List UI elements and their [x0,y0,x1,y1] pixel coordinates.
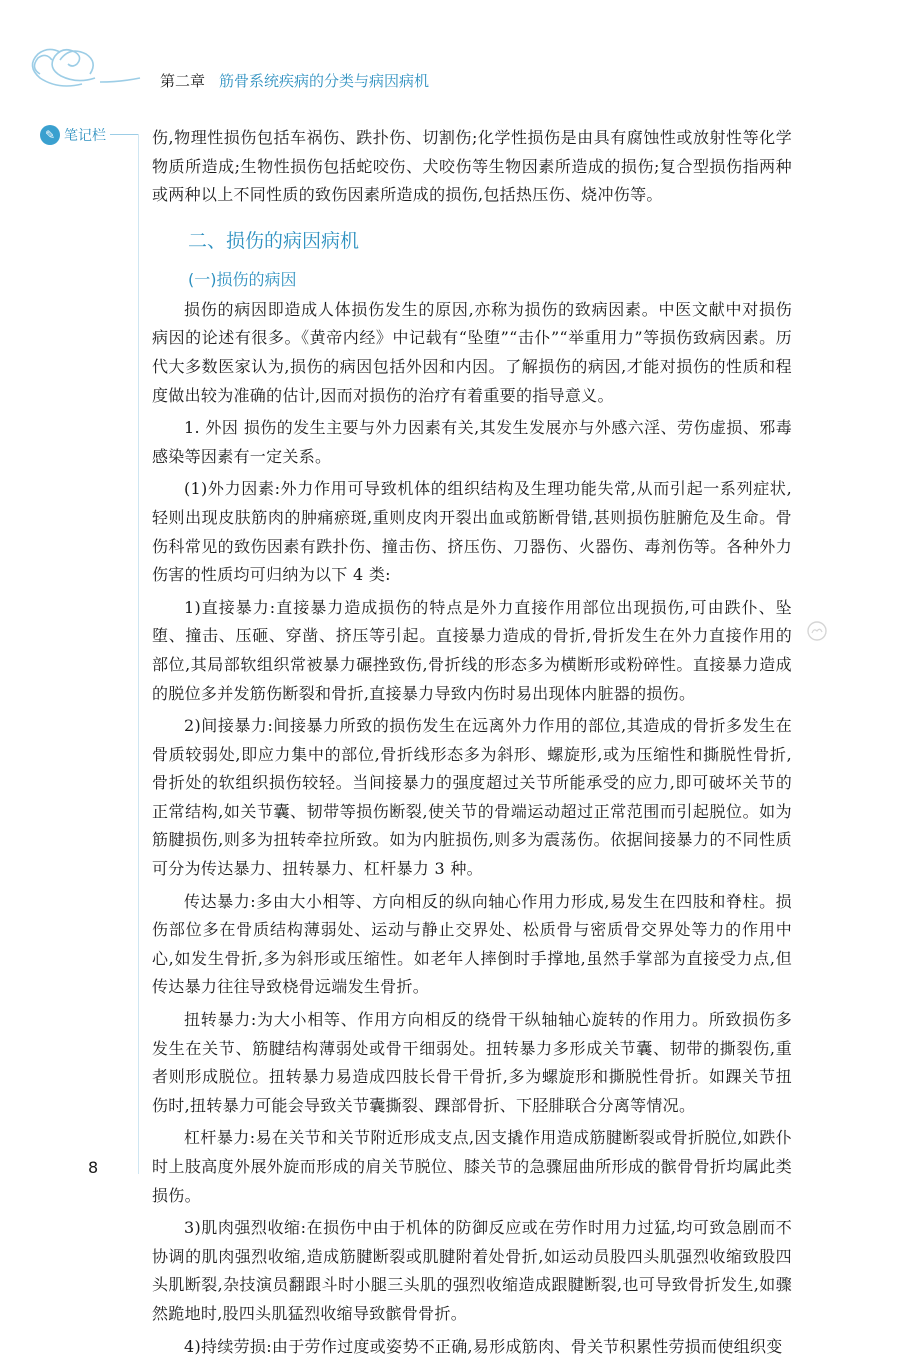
section-heading: 二、损伤的病因病机 [188,229,360,252]
chapter-number: 第二章 [160,72,206,90]
page-header [0,0,900,110]
paragraph: 扭转暴力:为大小相等、作用方向相反的绕骨干纵轴轴心旋转的作用力。所致损伤多发生在关节、筋腱结构薄弱处或骨干细弱处。扭转暴力多形成关节囊、韧带的撕裂伤,重者则形成脱位。扭转暴力易造成四肢长骨干骨折,多为螺旋形和撕脱性骨折。如踝关节扭伤时,扭转暴力可能会导致关节囊撕裂、踝部骨折、下胫腓联合分离等情况。 [152,1010,792,1115]
paragraph-continuation: 伤,物理性损伤包括车祸伤、跌扑伤、切割伤;化学性损伤是由具有腐蚀性或放射性等化学物质所造成;生物性损伤包括蛇咬伤、犬咬伤等生物因素所造成的损伤;复合型损伤指两种或两种以上不同性质的致伤因素所造成的损伤,包括热压伤、烧冲伤等。 [152,128,792,205]
paragraph: 杠杆暴力:易在关节和关节附近形成支点,因支撬作用造成筋腱断裂或骨折脱位,如跌仆时上肢高度外展外旋而形成的肩关节脱位、膝关节的急骤屈曲所形成的髌骨骨折均属此类损伤。 [152,1128,792,1205]
paragraph: 4)持续劳损:由于劳作过度或姿势不正确,易形成筋肉、骨关节积累性劳损而使组织变 [184,1336,783,1356]
paragraph: 1. 外因 损伤的发生主要与外力因素有关,其发生发展亦与外感六淫、劳伤虚损、邪毒感染等因素有一定关系。 [152,418,792,466]
main-text [152,124,792,1365]
chapter-header [160,70,429,91]
page-number: 8 [88,1158,99,1177]
pencil-note-icon: ✎ [40,125,60,145]
notes-label: 笔记栏 [64,128,106,144]
paragraph: 3)肌肉强烈收缩:在损伤中由于机体的防御反应或在劳作时用力过猛,均可致急剧而不协调的肌肉强烈收缩,造成筋腱断裂或肌腱附着处骨折,如运动员股四头肌强烈收缩致股四头肌断裂,杂技演员翻跟斗时小腿三头肌的强烈收缩造成跟腱断裂,也可导致骨折发生,如骤然跪地时,股四头肌猛烈收缩导致髌骨骨折。 [152,1218,792,1323]
notes-column-label [40,122,106,148]
paragraph: 传达暴力:多由大小相等、方向相反的纵向轴心作用力形成,易发生在四肢和脊柱。损伤部位多在骨质结构薄弱处、运动与静止交界处、松质骨与密质骨交界处等力的作用中心,如发生骨折,多为斜形或压缩性。如老年人摔倒时手撑地,虽然手掌部为直接受力点,但传达暴力往往导致桡骨远端发生骨折。 [152,891,792,997]
paragraph: 2)间接暴力:间接暴力所致的损伤发生在远离外力作用的部位,其造成的骨折多发生在骨质较弱处,即应力集中的部位,骨折线形态多为斜形、螺旋形,或为压缩性和撕脱性骨折,骨折处的软组织损伤较轻。当间接暴力的强度超过关节所能承受的应力,即可破坏关节的正常结构,如关节囊、韧带等损伤断裂,使关节的骨端运动超过正常范围而引起脱位。如为筋腱损伤,则多为扭转牵拉所致。如为内脏损伤,则多为震荡伤。依据间接暴力的不同性质可分为传达暴力、扭转暴力、杠杆暴力 3 种。 [152,716,792,879]
paragraph: 1)直接暴力:直接暴力造成损伤的特点是外力直接作用部位出现损伤,可由跌仆、坠堕、撞击、压砸、穿凿、挤压等引起。直接暴力造成的骨折,骨折发生在外力直接作用的部位,其局部软组织常被暴力碾挫致伤,骨折线的形态多为横断形或粉碎性。直接暴力造成的脱位多并发筋伤断裂和骨折,直接暴力导致内伤时易出现体内脏器的损伤。 [152,597,792,703]
paragraph: (1)外力因素:外力作用可导致机体的组织结构及生理功能失常,从而引起一系列症状,轻则出现皮肤筋肉的肿痛瘀斑,重则皮肉开裂出血或筋断骨错,甚则损伤脏腑危及生命。骨伤科常见的致伤因素有跌扑伤、撞击伤、挤压伤、刀器伤、火器伤、毒剂伤等。各种外力伤害的性质均可归纳为以下 4 类: [152,479,792,585]
chapter-title: 筋骨系统疾病的分类与病因病机 [219,72,430,90]
notes-divider [110,134,138,135]
cloud-ornament-icon [0,0,150,100]
cloud-emblem-icon [806,620,828,642]
paragraph: 损伤的病因即造成人体损伤发生的原因,亦称为损伤的致病因素。中医文献中对损伤病因的论述有很多。《黄帝内经》中记载有“坠堕”“击仆”“举重用力”等损伤致病因素。历代大多数医家认为,损伤的病因包括外因和内因。了解损伤的病因,才能对损伤的性质和程度做出较为准确的估计,因而对损伤的治疗有着重要的指导意义。 [152,299,792,405]
notes-margin-rule [138,134,139,1174]
subsection-heading: (一)损伤的病因 [188,269,297,289]
